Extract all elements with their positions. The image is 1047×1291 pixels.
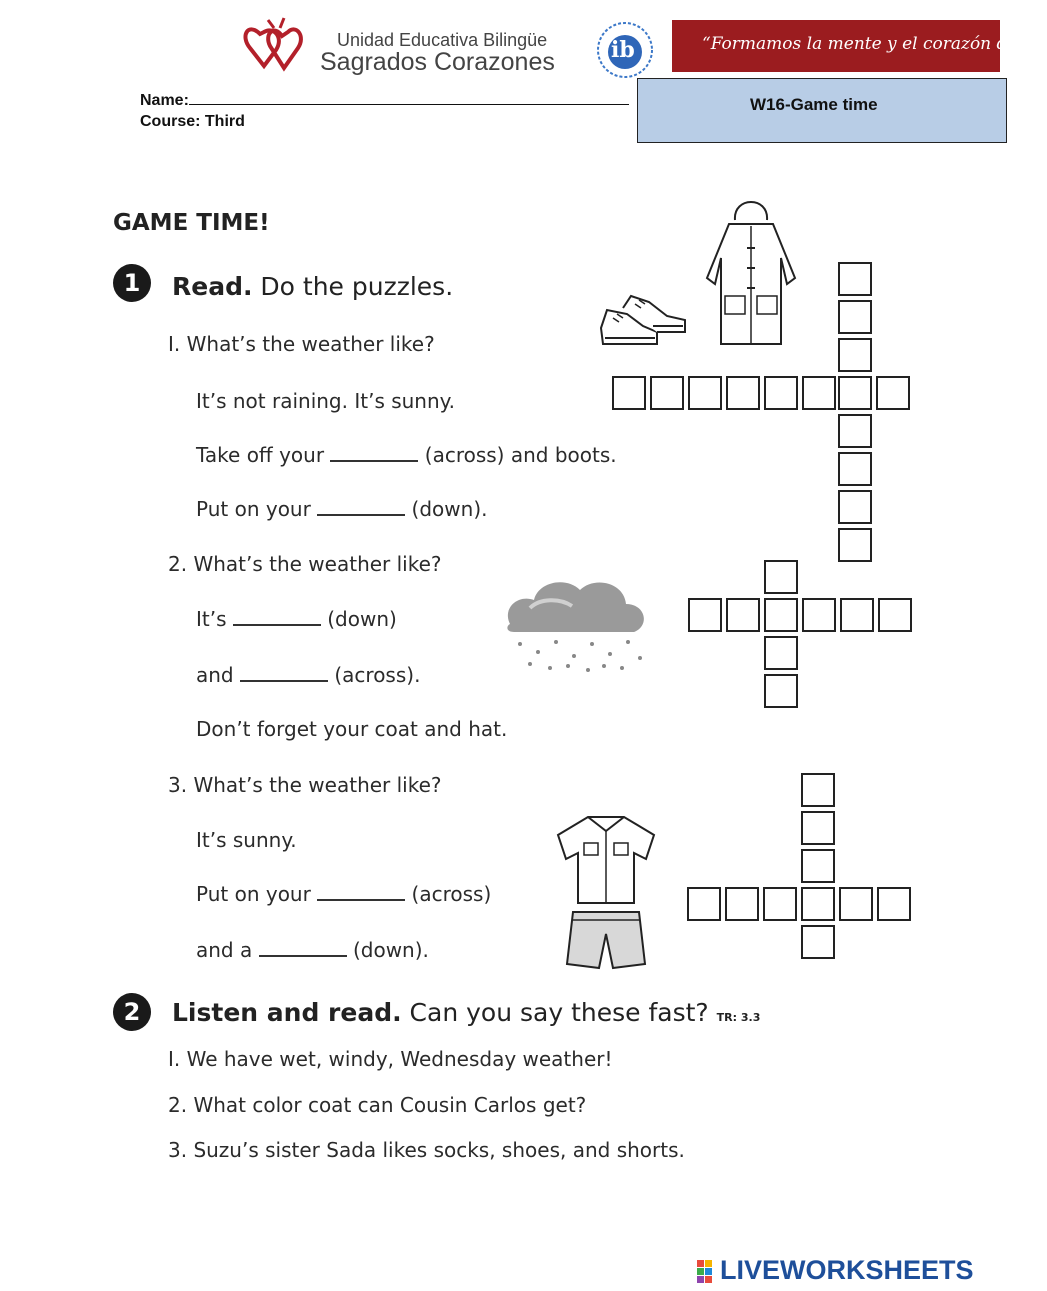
- shirt-icon: [550, 813, 662, 905]
- crossword-cell[interactable]: [838, 414, 872, 448]
- crossword-1: [612, 262, 918, 572]
- section2-badge: 2: [113, 993, 151, 1031]
- crossword-cell[interactable]: [764, 560, 798, 594]
- school-logo: [240, 14, 312, 76]
- p2-blank-across[interactable]: [240, 664, 328, 682]
- section1-title: [172, 272, 453, 301]
- p1-line4: [196, 497, 487, 521]
- name-line[interactable]: [189, 90, 629, 105]
- crossword-cell[interactable]: [838, 338, 872, 372]
- name-label: Name:: [140, 92, 189, 109]
- course-label: Course: Third: [140, 113, 245, 130]
- p2-question: 2. What’s the weather like?: [168, 552, 442, 576]
- crossword-cell[interactable]: [801, 849, 835, 883]
- p3-line3-a: Put on your: [196, 882, 311, 906]
- tongue-twister-3: 3. Suzu’s sister Sada likes socks, shoes, and shorts.: [168, 1138, 685, 1162]
- section2-title-bold: Listen and read.: [172, 998, 402, 1027]
- crossword-cell[interactable]: [838, 452, 872, 486]
- ib-label: ib: [611, 37, 635, 63]
- snow-cloud-icon: [500, 568, 652, 680]
- p1-line4-a: Put on your: [196, 497, 311, 521]
- crossword-cell[interactable]: [764, 674, 798, 708]
- p3-line3-b: (across): [411, 882, 492, 906]
- p3-line4-a: and a: [196, 938, 253, 962]
- crossword-cell[interactable]: [838, 262, 872, 296]
- track-label: TR: 3.3: [716, 1011, 761, 1024]
- crossword-cell[interactable]: [688, 376, 722, 410]
- section1-title-bold: Read.: [172, 272, 253, 301]
- p3-blank-down[interactable]: [259, 939, 347, 957]
- p3-blank-across[interactable]: [317, 883, 405, 901]
- shorts-icon: [565, 908, 647, 970]
- crossword-cell[interactable]: [838, 490, 872, 524]
- crossword-cell[interactable]: [840, 598, 874, 632]
- crossword-2: [688, 560, 918, 714]
- crossword-cell[interactable]: [763, 887, 797, 921]
- crossword-cell[interactable]: [764, 598, 798, 632]
- liveworksheets-logo-icon: [697, 1260, 715, 1284]
- school-name-line2: Sagrados Corazones: [320, 48, 555, 76]
- crossword-cell[interactable]: [801, 773, 835, 807]
- crossword-cell[interactable]: [838, 528, 872, 562]
- p1-blank-across[interactable]: [330, 444, 418, 462]
- p3-line3: [196, 882, 491, 906]
- crossword-cell[interactable]: [801, 925, 835, 959]
- footer-brand: LIVEWORKSHEETS: [720, 1255, 974, 1285]
- p2-line3: [196, 663, 420, 687]
- p1-line3: [196, 443, 617, 467]
- page-heading: GAME TIME!: [113, 210, 270, 236]
- p1-question: I. What’s the weather like?: [168, 332, 435, 356]
- crossword-cell[interactable]: [876, 376, 910, 410]
- p3-line2: It’s sunny.: [196, 828, 297, 852]
- crossword-cell[interactable]: [839, 887, 873, 921]
- p2-line2-b: (down): [327, 607, 397, 631]
- section1-title-rest: Do the puzzles.: [252, 272, 454, 301]
- crossword-cell[interactable]: [801, 811, 835, 845]
- crossword-cell[interactable]: [650, 376, 684, 410]
- p2-line2: [196, 607, 397, 631]
- p2-line3-b: (across).: [334, 663, 421, 687]
- p3-line4-b: (down).: [352, 938, 429, 962]
- p2-blank-down[interactable]: [233, 608, 321, 626]
- crossword-cell[interactable]: [801, 887, 835, 921]
- crossword-cell[interactable]: [726, 598, 760, 632]
- crossword-cell[interactable]: [838, 300, 872, 334]
- p2-line3-a: and: [196, 663, 234, 687]
- p3-line4: [196, 938, 429, 962]
- worksheet-title-box: [637, 78, 1007, 143]
- section2-title: [172, 998, 760, 1027]
- crossword-cell[interactable]: [612, 376, 646, 410]
- p2-line2-a: It’s: [196, 607, 227, 631]
- worksheet-title: W16-Game time: [750, 95, 878, 114]
- crossword-cell[interactable]: [725, 887, 759, 921]
- crossword-cell[interactable]: [764, 636, 798, 670]
- motto-banner: [672, 20, 1047, 72]
- section1-badge: 1: [113, 264, 151, 302]
- section2-title-rest: Can you say these fast?: [401, 998, 709, 1027]
- p1-line3-b: (across) and boots.: [424, 443, 617, 467]
- tongue-twister-1: I. We have wet, windy, Wednesday weather!: [168, 1047, 613, 1071]
- motto-text: “Formamos la mente y el corazón de los: [702, 34, 1047, 54]
- name-field[interactable]: [140, 90, 629, 110]
- p1-line4-b: (down).: [411, 497, 488, 521]
- crossword-cell[interactable]: [802, 376, 836, 410]
- crossword-cell[interactable]: [802, 598, 836, 632]
- crossword-cell[interactable]: [877, 887, 911, 921]
- crossword-3: [687, 773, 917, 965]
- p1-line3-a: Take off your: [196, 443, 325, 467]
- p1-blank-down[interactable]: [317, 498, 405, 516]
- p3-question: 3. What’s the weather like?: [168, 773, 442, 797]
- crossword-cell[interactable]: [687, 887, 721, 921]
- crossword-cell[interactable]: [688, 598, 722, 632]
- crossword-cell[interactable]: [764, 376, 798, 410]
- ib-logo: [595, 20, 655, 80]
- crossword-cell[interactable]: [878, 598, 912, 632]
- tongue-twister-2: 2. What color coat can Cousin Carlos get?: [168, 1093, 587, 1117]
- school-name-line1: Unidad Educativa Bilingüe: [337, 30, 548, 50]
- p2-line4: Don’t forget your coat and hat.: [196, 717, 508, 741]
- crossword-cell[interactable]: [838, 376, 872, 410]
- p1-line2: It’s not raining. It’s sunny.: [196, 389, 456, 413]
- crossword-cell[interactable]: [726, 376, 760, 410]
